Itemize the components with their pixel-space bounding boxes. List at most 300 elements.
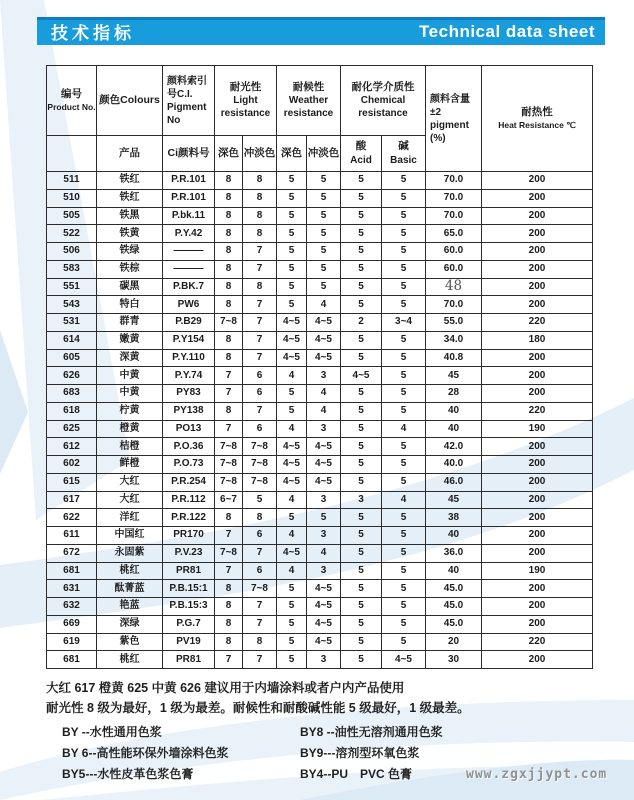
cell: 5 bbox=[341, 331, 382, 349]
cell: 鲜橙 bbox=[97, 456, 163, 474]
cell: 5 bbox=[382, 260, 426, 278]
header-product-no: 编号 Product No. bbox=[47, 66, 97, 136]
cell: PV19 bbox=[163, 633, 215, 651]
cell: 3 bbox=[307, 491, 341, 509]
cell: 紫色 bbox=[97, 633, 163, 651]
cell: 200 bbox=[482, 225, 593, 243]
cell: 5 bbox=[341, 260, 382, 278]
cell: 5 bbox=[382, 207, 426, 225]
cell: 8 bbox=[215, 189, 243, 207]
cell: 681 bbox=[47, 651, 97, 669]
cell: 5 bbox=[382, 243, 426, 261]
cell: 200 bbox=[482, 598, 593, 616]
cell: 5 bbox=[341, 562, 382, 580]
cell: 中黄 bbox=[97, 367, 163, 385]
cell: 8 bbox=[243, 509, 277, 527]
cell: 5 bbox=[307, 243, 341, 261]
cell: 5 bbox=[341, 580, 382, 598]
table-row bbox=[47, 580, 593, 598]
cell: 5 bbox=[382, 580, 426, 598]
cell: 5 bbox=[277, 278, 307, 296]
cell: 506 bbox=[47, 243, 97, 261]
table-row bbox=[47, 367, 593, 385]
cell: 42.0 bbox=[426, 438, 482, 456]
cell: 45 bbox=[426, 367, 482, 385]
cell: 200 bbox=[482, 509, 593, 527]
cell: 40 bbox=[426, 420, 482, 438]
cell: 5 bbox=[382, 172, 426, 190]
cell: 4~5 bbox=[307, 580, 341, 598]
cell: 5 bbox=[277, 189, 307, 207]
cell: 6 bbox=[243, 527, 277, 545]
cell: 5 bbox=[307, 207, 341, 225]
cell: 48 bbox=[426, 278, 482, 296]
cell: 60.0 bbox=[426, 260, 482, 278]
page-title-en: Technical data sheet bbox=[419, 21, 595, 41]
cell: 深黄 bbox=[97, 349, 163, 367]
cell: 7 bbox=[243, 544, 277, 562]
cell: 4~5 bbox=[277, 473, 307, 491]
table-row bbox=[47, 314, 593, 332]
header-product-sub-empty bbox=[47, 136, 97, 172]
cell: P.B.15:3 bbox=[163, 598, 215, 616]
cell: 7 bbox=[243, 331, 277, 349]
cell: 8 bbox=[215, 598, 243, 616]
cell: P.B29 bbox=[163, 314, 215, 332]
cell: 5 bbox=[277, 509, 307, 527]
cell: 5 bbox=[341, 402, 382, 420]
cell: 5 bbox=[382, 402, 426, 420]
cell: ——— bbox=[163, 260, 215, 278]
cell: 4~5 bbox=[307, 349, 341, 367]
cell: 180 bbox=[482, 331, 593, 349]
cell: 7 bbox=[243, 651, 277, 669]
cell: 200 bbox=[482, 172, 593, 190]
cell: 510 bbox=[47, 189, 97, 207]
legend-item: BY 6--高性能环保外墙涂料色浆 bbox=[62, 746, 229, 760]
page-title-zh: 技术指标 bbox=[51, 24, 135, 43]
cell: 40 bbox=[426, 527, 482, 545]
cell: 5 bbox=[341, 615, 382, 633]
cell: 34.0 bbox=[426, 331, 482, 349]
cell: 505 bbox=[47, 207, 97, 225]
cell: 583 bbox=[47, 260, 97, 278]
cell: 605 bbox=[47, 349, 97, 367]
cell: 614 bbox=[47, 331, 97, 349]
cell: 4~5 bbox=[307, 314, 341, 332]
table-row bbox=[47, 402, 593, 420]
cell: 8 bbox=[243, 633, 277, 651]
cell: 7~8 bbox=[243, 456, 277, 474]
cell: 柠黄 bbox=[97, 402, 163, 420]
header-colours: 颜色Colours bbox=[97, 66, 163, 136]
cell: 200 bbox=[482, 260, 593, 278]
table-row bbox=[47, 633, 593, 651]
cell: 5 bbox=[341, 385, 382, 403]
cell: 7~8 bbox=[215, 473, 243, 491]
cell: 7~8 bbox=[243, 438, 277, 456]
cell: P.R.101 bbox=[163, 172, 215, 190]
table-row bbox=[47, 473, 593, 491]
cell: 5 bbox=[341, 278, 382, 296]
table-body bbox=[47, 172, 593, 669]
header-heat-resistance: 耐热性 Heat Resistance ℃ bbox=[482, 66, 593, 172]
cell: 200 bbox=[482, 189, 593, 207]
cell: 橙黄 bbox=[97, 420, 163, 438]
cell: 5 bbox=[341, 633, 382, 651]
header-chemical-resistance: 耐化学介质性 Chemical resistance bbox=[341, 66, 426, 136]
cell: 4~5 bbox=[307, 456, 341, 474]
header-ci-sub: Ci颜料号 bbox=[163, 136, 215, 172]
cell: 4 bbox=[277, 527, 307, 545]
table-row bbox=[47, 385, 593, 403]
cell: 3 bbox=[307, 420, 341, 438]
cell: 2 bbox=[341, 314, 382, 332]
cell: P.R.112 bbox=[163, 491, 215, 509]
cell: 5 bbox=[341, 527, 382, 545]
cell: 7 bbox=[243, 598, 277, 616]
cell: 碳黑 bbox=[97, 278, 163, 296]
table-row bbox=[47, 225, 593, 243]
table-row bbox=[47, 598, 593, 616]
cell: P.R.122 bbox=[163, 509, 215, 527]
cell: 40.0 bbox=[426, 456, 482, 474]
cell: 625 bbox=[47, 420, 97, 438]
cell: PY138 bbox=[163, 402, 215, 420]
legend-left-column bbox=[62, 722, 228, 785]
cell: 3 bbox=[307, 527, 341, 545]
cell: 5 bbox=[341, 296, 382, 314]
cell: 5 bbox=[277, 651, 307, 669]
cell: 8 bbox=[215, 207, 243, 225]
cell: 220 bbox=[482, 314, 593, 332]
cell: 7~8 bbox=[215, 314, 243, 332]
cell: 5 bbox=[382, 189, 426, 207]
cell: 70.0 bbox=[426, 296, 482, 314]
cell: 5 bbox=[277, 260, 307, 278]
cell: 5 bbox=[277, 633, 307, 651]
table-row bbox=[47, 172, 593, 190]
cell: 6 bbox=[243, 420, 277, 438]
cell: 5 bbox=[277, 172, 307, 190]
cell: PR81 bbox=[163, 651, 215, 669]
header-basic: 碱 Basic bbox=[382, 136, 426, 172]
cell: 永固紫 bbox=[97, 544, 163, 562]
cell: 5 bbox=[382, 633, 426, 651]
cell: 5 bbox=[341, 420, 382, 438]
cell: 3 bbox=[307, 651, 341, 669]
cell: 大红 bbox=[97, 491, 163, 509]
cell: 5 bbox=[382, 278, 426, 296]
cell: 8 bbox=[215, 243, 243, 261]
header-product-type: 产品 bbox=[97, 136, 163, 172]
cell: 8 bbox=[243, 225, 277, 243]
cell: 611 bbox=[47, 527, 97, 545]
cell: 5 bbox=[341, 438, 382, 456]
cell: 200 bbox=[482, 491, 593, 509]
cell: 5 bbox=[382, 527, 426, 545]
table-row bbox=[47, 615, 593, 633]
cell: 5 bbox=[277, 402, 307, 420]
cell: 28 bbox=[426, 385, 482, 403]
cell: 5 bbox=[277, 243, 307, 261]
footnotes bbox=[46, 678, 470, 718]
header-light-tint: 冲淡色 bbox=[243, 136, 277, 172]
cell: 6~7 bbox=[215, 491, 243, 509]
cell: 5 bbox=[382, 544, 426, 562]
cell: P.O.73 bbox=[163, 456, 215, 474]
cell: 40 bbox=[426, 402, 482, 420]
cell: 45.0 bbox=[426, 580, 482, 598]
header-weather-deep: 深色 bbox=[277, 136, 307, 172]
cell: P.bk.11 bbox=[163, 207, 215, 225]
table-row bbox=[47, 544, 593, 562]
cell: 5 bbox=[277, 207, 307, 225]
cell: 5 bbox=[382, 367, 426, 385]
cell: 4~5 bbox=[277, 544, 307, 562]
cell: P.Y.42 bbox=[163, 225, 215, 243]
cell: 5 bbox=[307, 260, 341, 278]
title-bar bbox=[37, 17, 605, 45]
table-row bbox=[47, 491, 593, 509]
cell: 40 bbox=[426, 562, 482, 580]
cell: 洋红 bbox=[97, 509, 163, 527]
table-row bbox=[47, 207, 593, 225]
technical-data-table bbox=[46, 65, 593, 669]
cell: 铁红 bbox=[97, 172, 163, 190]
cell: 46.0 bbox=[426, 473, 482, 491]
cell: 70.0 bbox=[426, 207, 482, 225]
cell: 4 bbox=[307, 296, 341, 314]
cell: 4 bbox=[382, 420, 426, 438]
table-head bbox=[47, 66, 593, 172]
table-row bbox=[47, 527, 593, 545]
cell: 8 bbox=[215, 260, 243, 278]
cell: 7 bbox=[243, 615, 277, 633]
cell: 5 bbox=[307, 509, 341, 527]
cell: 5 bbox=[341, 172, 382, 190]
cell: 7~8 bbox=[215, 456, 243, 474]
header-weather-tint: 冲淡色 bbox=[307, 136, 341, 172]
cell: 5 bbox=[341, 243, 382, 261]
cell: 7 bbox=[215, 420, 243, 438]
header-light-resistance: 耐光性 Light resistance bbox=[215, 66, 277, 136]
table-row bbox=[47, 651, 593, 669]
topleft-triangle-shape bbox=[0, 330, 28, 474]
cell: 65.0 bbox=[426, 225, 482, 243]
cell: 5 bbox=[382, 349, 426, 367]
table-row bbox=[47, 331, 593, 349]
cell: 8 bbox=[215, 509, 243, 527]
cell: P.B.15:1 bbox=[163, 580, 215, 598]
cell: 7 bbox=[243, 296, 277, 314]
table-row bbox=[47, 420, 593, 438]
cell: 5 bbox=[307, 189, 341, 207]
cell: 7 bbox=[243, 314, 277, 332]
cell: 3 bbox=[341, 491, 382, 509]
cell: 4 bbox=[307, 385, 341, 403]
cell: 5 bbox=[382, 225, 426, 243]
cell: 200 bbox=[482, 438, 593, 456]
cell: 8 bbox=[215, 172, 243, 190]
cell: 200 bbox=[482, 367, 593, 385]
table-row bbox=[47, 456, 593, 474]
cell: 200 bbox=[482, 527, 593, 545]
cell: 5 bbox=[382, 473, 426, 491]
cell: 8 bbox=[243, 278, 277, 296]
cell: 桃红 bbox=[97, 562, 163, 580]
cell: 543 bbox=[47, 296, 97, 314]
cell: 5 bbox=[341, 509, 382, 527]
cell: 5 bbox=[277, 615, 307, 633]
cell: 5 bbox=[382, 562, 426, 580]
cell: 8 bbox=[215, 331, 243, 349]
cell: 669 bbox=[47, 615, 97, 633]
legend-item: BY5---水性皮革色浆色膏 bbox=[62, 767, 194, 781]
cell: 7 bbox=[243, 243, 277, 261]
cell: 5 bbox=[341, 598, 382, 616]
cell: 626 bbox=[47, 367, 97, 385]
header-pigment-content: 颜料含量±2 pigment (%) bbox=[426, 66, 482, 172]
cell: 8 bbox=[215, 349, 243, 367]
cell: 200 bbox=[482, 456, 593, 474]
header-light-deep: 深色 bbox=[215, 136, 243, 172]
cell: 672 bbox=[47, 544, 97, 562]
cell: PW6 bbox=[163, 296, 215, 314]
cell: 200 bbox=[482, 385, 593, 403]
cell: 8 bbox=[215, 580, 243, 598]
cell: 4 bbox=[277, 491, 307, 509]
cell: 嫩黄 bbox=[97, 331, 163, 349]
cell: 522 bbox=[47, 225, 97, 243]
cell: 铁黑 bbox=[97, 207, 163, 225]
cell: 4~5 bbox=[277, 456, 307, 474]
cell: 5 bbox=[382, 296, 426, 314]
cell: 5 bbox=[341, 651, 382, 669]
cell: 4~5 bbox=[307, 598, 341, 616]
cell: 602 bbox=[47, 456, 97, 474]
legend-item: BY8 --油性无溶剂通用色浆 bbox=[300, 725, 443, 739]
cell: 4~5 bbox=[307, 473, 341, 491]
cell: P.R.254 bbox=[163, 473, 215, 491]
cell: 618 bbox=[47, 402, 97, 420]
cell: 5 bbox=[307, 278, 341, 296]
note-line-2: 耐光性 8 级为最好，1 级为最差。耐候性和耐酸碱性能 5 级最好，1 级最差。 bbox=[46, 701, 470, 715]
cell: 4~5 bbox=[277, 349, 307, 367]
cell: 铁绿 bbox=[97, 243, 163, 261]
cell: 30 bbox=[426, 651, 482, 669]
cell: 619 bbox=[47, 633, 97, 651]
table-row bbox=[47, 278, 593, 296]
cell: 200 bbox=[482, 651, 593, 669]
cell: 200 bbox=[482, 243, 593, 261]
cell: 612 bbox=[47, 438, 97, 456]
cell: 桔橙 bbox=[97, 438, 163, 456]
cell: 200 bbox=[482, 473, 593, 491]
cell: P.R.101 bbox=[163, 189, 215, 207]
cell: 4~5 bbox=[277, 331, 307, 349]
cell: P.Y.74 bbox=[163, 367, 215, 385]
table-row bbox=[47, 189, 593, 207]
cell: 8 bbox=[215, 615, 243, 633]
cell: 190 bbox=[482, 562, 593, 580]
table-row bbox=[47, 349, 593, 367]
cell: 622 bbox=[47, 509, 97, 527]
legend-item: BY4--PU PVC 色膏 bbox=[300, 767, 413, 781]
cell: 4 bbox=[307, 402, 341, 420]
cell: 200 bbox=[482, 580, 593, 598]
legend-item: BY9---溶剂型环氧色浆 bbox=[300, 746, 420, 760]
cell: 4~5 bbox=[307, 438, 341, 456]
cell: 8 bbox=[215, 633, 243, 651]
cell: 7 bbox=[215, 385, 243, 403]
cell: 220 bbox=[482, 402, 593, 420]
cell: 4~5 bbox=[307, 633, 341, 651]
cell: 7~8 bbox=[215, 438, 243, 456]
cell: 8 bbox=[215, 402, 243, 420]
cell: 7~8 bbox=[243, 580, 277, 598]
cell: 5 bbox=[382, 598, 426, 616]
cell: 8 bbox=[215, 278, 243, 296]
cell: 中国红 bbox=[97, 527, 163, 545]
cell: 5 bbox=[382, 331, 426, 349]
cell: 5 bbox=[341, 225, 382, 243]
cell: 铁棕 bbox=[97, 260, 163, 278]
cell: 200 bbox=[482, 207, 593, 225]
cell: 45.0 bbox=[426, 615, 482, 633]
table-row bbox=[47, 562, 593, 580]
cell: 8 bbox=[243, 207, 277, 225]
cell: 4 bbox=[307, 544, 341, 562]
cell: 8 bbox=[243, 172, 277, 190]
legend-right-column bbox=[300, 722, 443, 785]
cell: 6 bbox=[243, 562, 277, 580]
cell: P.Y154 bbox=[163, 331, 215, 349]
cell: 7~8 bbox=[215, 544, 243, 562]
cell: 3~4 bbox=[382, 314, 426, 332]
cell: 36.0 bbox=[426, 544, 482, 562]
cell: 铁黄 bbox=[97, 225, 163, 243]
cell: 551 bbox=[47, 278, 97, 296]
cell: 60.0 bbox=[426, 243, 482, 261]
table-row bbox=[47, 243, 593, 261]
cell: 桃红 bbox=[97, 651, 163, 669]
cell: 4~5 bbox=[307, 331, 341, 349]
cell: P.O.36 bbox=[163, 438, 215, 456]
cell: 7 bbox=[243, 402, 277, 420]
cell: 大红 bbox=[97, 473, 163, 491]
cell: 511 bbox=[47, 172, 97, 190]
cell: 7 bbox=[215, 562, 243, 580]
cell: 艳蓝 bbox=[97, 598, 163, 616]
cell: 酞菁蓝 bbox=[97, 580, 163, 598]
cell: 45.0 bbox=[426, 598, 482, 616]
cell: 5 bbox=[382, 615, 426, 633]
cell: 55.0 bbox=[426, 314, 482, 332]
cell: 5 bbox=[341, 456, 382, 474]
cell: 7~8 bbox=[243, 473, 277, 491]
cell: 70.0 bbox=[426, 172, 482, 190]
cell: 615 bbox=[47, 473, 97, 491]
cell: P.V.23 bbox=[163, 544, 215, 562]
cell: 45 bbox=[426, 491, 482, 509]
cell: P.BK.7 bbox=[163, 278, 215, 296]
cell: 8 bbox=[215, 225, 243, 243]
cell: 4 bbox=[277, 367, 307, 385]
cell: 5 bbox=[341, 189, 382, 207]
cell: 5 bbox=[277, 598, 307, 616]
cell: 5 bbox=[382, 456, 426, 474]
